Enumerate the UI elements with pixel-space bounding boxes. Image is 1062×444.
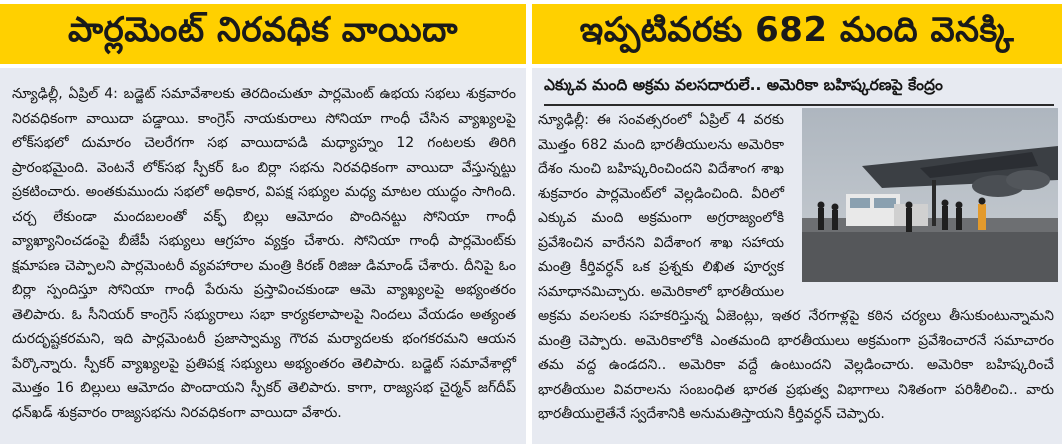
photo-illustration <box>802 108 1058 282</box>
left-article <box>0 0 526 444</box>
left-article-body-box <box>0 68 526 444</box>
right-subheadline: ఎక్కువ మంది అక్రమ వలసదారులే.. అమెరికా బహిష్కరణపై కేంద్రం <box>544 76 1054 106</box>
left-headline-bar <box>0 4 526 64</box>
left-headline: పార్లమెంట్ నిరవధిక వాయిదా <box>67 10 459 50</box>
right-article <box>532 0 1062 444</box>
deportation-flight-photo <box>802 108 1058 282</box>
right-headline-bar <box>532 4 1062 64</box>
right-article-body-box <box>532 68 1062 444</box>
right-headline: ఇప్పటివరకు 682 మంది వెనక్కి <box>579 10 1015 50</box>
right-article-body: న్యూఢిల్లీ: ఈ సంవత్సరంలో ఏప్రిల్ 4 వరకు మొత్తం 682 మంది భారతీయులను అమెరికా దేశం నుంచి బహిష్కరించిందని విదేశాంగ శాఖ శుక్రవారం పార్లమెంట్‌లో వెల్లడించింది. వీరిలో ఎక్కువ మంది అక్రమంగా అగ్రరాజ్యంలోకి ప్రవేశించిన వారేనని విదేశాంగ శాఖ సహాయ మంత్రి కీర్తివర్ధన్ ఒక ప్రశ్నకు లిఖిత పూర్వక సమాధానమిచ్చారు. అమెరికాలో భారతీయుల అక్రమ వలసలకు సహకరిస్తున్న ఏజెంట్లు, ఇతర నేరగాళ్లపై కఠిన చర్యలు తీసుకుంటున్నామని మంత్రి చెప్పారు. అమెరికాలోకి ఎంతమంది భారతీయులు అక్రమంగా ప్రవేశించారనే సమాచారం తమ వద్ద ఉండదని.. అమెరికా వద్దే ఉంటుందని వెల్లడించారు. అమెరికా బహిష్కరించే భారతీయుల వివరాలను సంబంధిత భారత ప్రభుత్వ విభాగాలు నిశితంగా పరిశీలించి.. వారు భారతీయులైతేనే స్వదేశానికి అనుమతిస్తాయని కీర్తివర్ధన్ చెప్పారు. <box>538 112 1054 422</box>
left-article-body: న్యూఢిల్లీ, ఏప్రిల్ 4: బడ్జెట్ సమావేశాలకు తెరదించుతూ పార్లమెంట్ ఉభయ సభలు శుక్రవారం నిరవధికంగా వాయిదా పడ్డాయి. కాంగ్రెస్ నాయకురాలు సోనియా గాంధీ చేసిన వ్యాఖ్యలపై లోక్‌సభలో దుమారం చెలరేగగా సభ వాయిదాపడి మధ్యాహ్నం 12 గంటలకు తిరిగి ప్రారంభమైంది. వెంటనే లోక్‌సభ స్పీకర్ ఓం బిర్లా సభను నిరవధికంగా వాయిదా వేస్తున్నట్టు ప్రకటించారు. అంతకుముందు సభలో అధికార, విపక్ష సభ్యుల మధ్య మాటల యుద్ధం సాగింది. చర్చ లేకుండా మందబలంతో వక్ఫ్ బిల్లు ఆమోదం పొందినట్టు సోనియా గాంధీ వ్యాఖ్యానించడంపై బీజేపీ సభ్యులు ఆగ్రహం వ్యక్తం చేశారు. సోనియా గాంధీ పార్లమెంట్‌కు క్షమాపణ చెప్పాలని పార్లమెంటరీ వ్యవహారాల మంత్రి కిరణ్ రిజిజు డిమాండ్ చేశారు. దీనిపై ఓం బిర్లా స్పందిస్తూ సోనియా గాంధీ పేరును ప్రస్తావించకుండా ఆమె వ్యాఖ్యలపై అభ్యంతరం తెలిపారు. ఓ సీనియర్ కాంగ్రెస్ సభ్యురాలు సభా కార్యకలాపాలపై నిందలు వేయడం అత్యంత దురదృష్టకరమని, ఇది పార్లమెంటరీ ప్రజాస్వామ్య గౌరవ మర్యాదలకు భంగకరమని ఆయన పేర్కొన్నారు. స్పీకర్ వ్యాఖ్యలపై ప్రతిపక్ష సభ్యులు అభ్యంతరం తెలిపారు. బడ్జెట్ సమావేశాల్లో మొత్తం 16 బిల్లులు ఆమోదం పొందాయని స్పీకర్ తెలిపారు. కాగా, రాజ్యసభ చైర్మన్ జగ్‌దీప్ ధన్‌ఖడ్ శుక్రవారం రాజ్యసభను నిరవధికంగా వాయిదా వేశారు. <box>12 86 516 421</box>
